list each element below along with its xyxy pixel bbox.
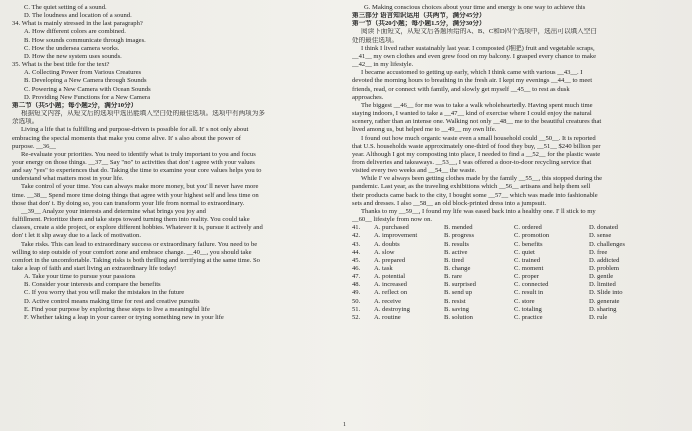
text-line: devoted the morning hours to breathing in the fresh air. I kept my evenings __44__ to meet	[352, 77, 593, 85]
text-line: take a leap of faith and start living an extraordinary life today!	[12, 265, 177, 272]
choice-b: B. send up	[444, 289, 473, 297]
choice-number: 48.	[352, 281, 361, 289]
option-line: C. If you worry that you will make the mistakes in the future	[24, 289, 185, 297]
choice-a: A. potential	[374, 273, 406, 281]
choice-b: B. active	[444, 248, 468, 256]
text-line: pandemic. Last year, as the traveling exhibitions which __56__ artisans and help them sell	[352, 183, 591, 191]
answer-choices	[352, 224, 682, 322]
option-line: A. How different colors are combined.	[24, 28, 126, 36]
option-line: A. Collecting Power from Various Creatures	[24, 69, 142, 77]
choice-row	[352, 273, 682, 281]
choice-d: D. sharing	[589, 305, 617, 313]
text-line: Thanks to my __59__, I found my life was eased back into a healthy one. I' ll stick to my	[361, 207, 596, 215]
text-line: I found out how much organic waste even a small household could __50__. It is reported	[361, 134, 596, 142]
text-line: lived among us, but helped me to __49__ my own life.	[352, 126, 497, 134]
text-line: approaches.	[352, 93, 384, 101]
choice-number: 41.	[352, 224, 361, 232]
text-line: 34. What is mainly stressed in the last paragraph?	[12, 20, 143, 28]
option-line: D. Active control means making time for rest and creative pursuits	[24, 297, 200, 305]
choice-row	[352, 241, 682, 249]
choice-d: D. sense	[589, 232, 612, 240]
option-line: C. Powering a New Camera with Ocean Sounds	[24, 85, 151, 93]
option-line: D. The loudness and location of a sound.	[24, 12, 132, 20]
choice-d: D. gentle	[589, 273, 614, 281]
choice-d: D. Slide into	[589, 289, 623, 297]
text-line: year. Although I got my composting into place, I needed to find a __52__ for the plastic waste	[352, 150, 601, 158]
choice-number: 42.	[352, 232, 361, 240]
choice-b: B. change	[444, 265, 471, 272]
text-line: I became accustomed to getting up early, which I think came with various __43__. I	[361, 69, 583, 77]
choice-d: D. donated	[589, 224, 618, 232]
choice-c: C. ordered	[514, 224, 542, 232]
text-line: sets and dresses. I also __58__ an old block-printed dress into a jumpsuit.	[352, 199, 547, 207]
choice-c: C. moment	[514, 265, 544, 272]
choice-a: A. doubts	[374, 240, 400, 248]
option-line: C. The quiet setting of a sound.	[24, 4, 107, 11]
choice-b: B. saving	[444, 305, 469, 313]
choice-b: B. solution	[444, 313, 473, 321]
right-column	[352, 4, 682, 322]
text-line: Living a life that is fulfilling and purpose-driven is possible for all. It' s not only about	[21, 126, 249, 134]
choice-b: B. tired	[444, 256, 464, 264]
choice-a: A. slow	[374, 248, 395, 256]
text-line: friends, read, or connect with family, and slowly get myself __45__ to rest as dusk	[352, 85, 570, 93]
text-line: time. __38__ Spend more time doing things that agree with your highest self and less time on	[12, 191, 259, 199]
choice-row	[352, 289, 682, 297]
text-line: purpose. __36__	[12, 142, 56, 150]
choice-number: 44.	[352, 248, 361, 256]
choice-b: B. surprised	[444, 281, 476, 289]
text-line: willing to step outside of your comfort zone and embrace change. __40__, you should take	[12, 248, 252, 256]
choice-c: C. proper	[514, 273, 539, 281]
option-line: G. Making conscious choices about your time and energy is one way to achieve this	[364, 4, 586, 11]
choice-row	[352, 249, 682, 257]
choice-number: 49.	[352, 289, 361, 297]
choice-row	[352, 298, 682, 306]
text-line: Take control of your time. You can always make more money, but you' ll never have more	[21, 183, 259, 191]
choice-a: A. reflect on	[374, 289, 408, 297]
text-line: classes, create a side project, or explore different hobbies. Whatever it is, pursue it actively and	[12, 224, 263, 232]
text-line: from deliveries and takeaways. __53__, I was offered a door-to-door recycling service that	[352, 158, 592, 166]
text-line: 阅读下面短文，从短文后各题所给的A、B、C和D四个选项中，选出可以填入空白	[361, 28, 597, 36]
choice-c: C. quiet	[514, 248, 535, 256]
right-column-text	[352, 4, 682, 224]
choice-a: A. destroying	[374, 305, 410, 313]
text-line: __60__ lifestyle from now on.	[352, 216, 433, 224]
text-line: 根据短文内容，从短文后的选项中选出能填入空白处的最佳选项。选项中有两项为多	[21, 110, 265, 118]
choice-number: 45.	[352, 256, 361, 264]
option-line: C. How the undersea camera works.	[24, 44, 120, 52]
text-line: Take risks. This can lead to extraordinary success or extraordinary failure. You need to be	[21, 240, 258, 248]
choice-d: D. addicted	[589, 256, 620, 264]
choice-c: C. practice	[514, 313, 543, 321]
text-line: scenery, rather than an intense one. Walking not only __48__ me to the beautiful creatures that	[352, 118, 602, 126]
choice-a: A. improvement	[374, 232, 418, 240]
choice-c: C. totaling	[514, 305, 542, 313]
choice-c: C. benefits	[514, 240, 543, 248]
choice-a: A. receive	[374, 297, 402, 305]
text-line: fulfillment. Prioritize them and take steps toward turning them into reality. You could take	[12, 216, 250, 224]
option-line: B. Consider your interests and compare the benefits	[24, 281, 161, 289]
text-line: understand what matters most in your life.	[12, 175, 124, 183]
section-heading: 第二节（共5小题；每小题2分，满分10分）	[12, 101, 138, 109]
page-mark: 1	[343, 422, 346, 428]
choice-row	[352, 232, 682, 240]
section-heading: 第三部分 语言知识运用（共两节，满分45分）	[352, 12, 486, 20]
text-line: those that don' t. By doing so, you can transform your life from normal to extraordinary.	[12, 199, 245, 207]
choice-row	[352, 224, 682, 232]
choice-a: A. task	[374, 265, 393, 272]
choice-a: A. purchased	[374, 224, 409, 232]
choice-c: C. trained	[514, 256, 541, 264]
choice-row	[352, 306, 682, 314]
choice-a: A. routine	[374, 313, 401, 321]
choice-a: A. prepared	[374, 256, 406, 264]
text-line: visited every two weeks and __54__ the waste.	[352, 167, 477, 175]
choice-d: D. free	[589, 248, 608, 256]
choice-row	[352, 281, 682, 289]
section-heading: 第一节（共20小题；每小题1.5分，满分30分）	[352, 20, 486, 28]
text-line: Re-evaluate your priorities. You need to identify what is truly important to you and focus	[21, 150, 256, 158]
option-line: B. Developing a New Camera through Sounds	[24, 77, 147, 85]
choice-d: D. limited	[589, 281, 616, 289]
choice-b: B. resist	[444, 297, 466, 305]
choice-b: B. mended	[444, 224, 473, 232]
choice-b: B. progress	[444, 232, 475, 240]
option-line: F. Whether taking a leap in your career or trying something new in your life	[24, 313, 224, 321]
text-line: your energy on those things. __37__ Say "no" to activities that don' t agree with your values	[12, 158, 255, 166]
option-line: A. Take your time to pursue your passions	[24, 273, 136, 281]
text-line: 处的最佳选项。	[352, 36, 399, 44]
text-line: and say "yes" to experiences that do. Taking the time to examine your core values helps you to	[12, 167, 262, 175]
choice-b: B. results	[444, 240, 469, 248]
choice-c: C. store	[514, 297, 535, 305]
choice-d: D. generate	[589, 297, 620, 305]
option-line: B. How sounds communicate through images.	[24, 36, 146, 44]
choice-row	[352, 265, 682, 273]
option-line: D. Providing New Functions for a New Camera	[24, 93, 150, 101]
choice-c: C. connected	[514, 281, 549, 289]
left-column	[12, 4, 338, 322]
text-line: __39__ Analyze your interests and determine what brings you joy and	[21, 207, 206, 215]
text-line: 35. What is the best title for the text?	[12, 61, 110, 69]
choice-c: C. promotion	[514, 232, 550, 240]
choice-row	[352, 314, 682, 322]
option-line: E. Find your purpose by exploring these steps to live a meaningful life	[24, 305, 210, 313]
text-line: staying indoors, I wanted to take a __47__ kind of exercise where I could enjoy the natural	[352, 110, 592, 118]
choice-c: C. result in	[514, 289, 544, 297]
text-line: __41__ my own clothes and even grew food on my balcony. I grasped every chance to make	[352, 52, 597, 60]
text-line: 余选项。	[12, 118, 39, 126]
text-line: don' t let it slip away due to a lack of motivation.	[12, 232, 142, 240]
choice-a: A. increased	[374, 281, 407, 289]
choice-d: D. rule	[589, 313, 608, 321]
choice-row	[352, 257, 682, 265]
choice-d: D. challenges	[589, 240, 625, 248]
text-line: __42__ in my lifestyle.	[352, 61, 414, 69]
text-line: embracing the special moments that make you come alive. It' s also about the power of	[12, 134, 241, 142]
choice-number: 52.	[352, 313, 361, 321]
text-line: comfort in the uncomfortable. Taking risks is both thrilling and terrifying at the same time. So	[12, 256, 260, 264]
choice-d: D. problem	[589, 265, 620, 272]
text-line: While I' ve always been getting clothes made by the family __55__, this stopped during the	[361, 175, 603, 183]
text-line: their products came back to the city, I bought some __57__ which was made into fashionable	[352, 191, 598, 199]
choice-b: B. rare	[444, 273, 462, 281]
choice-number: 50.	[352, 297, 361, 305]
option-line: D. How the new system uses sounds.	[24, 52, 122, 60]
choice-number: 43.	[352, 240, 361, 248]
text-line: that U.S. households waste approximately one-third of food they buy, __51__ $240 billion per	[352, 142, 601, 150]
text-line: I think I lived rather sustainably last year. I composted (堆肥) fruit and vegetable scraps,	[361, 44, 595, 52]
choice-number: 47.	[352, 273, 361, 281]
choice-number: 46.	[352, 265, 361, 272]
choice-number: 51.	[352, 305, 361, 313]
text-line: The biggest __46__ for me was to take a walk wholeheartedly. Having spent much time	[361, 101, 593, 109]
